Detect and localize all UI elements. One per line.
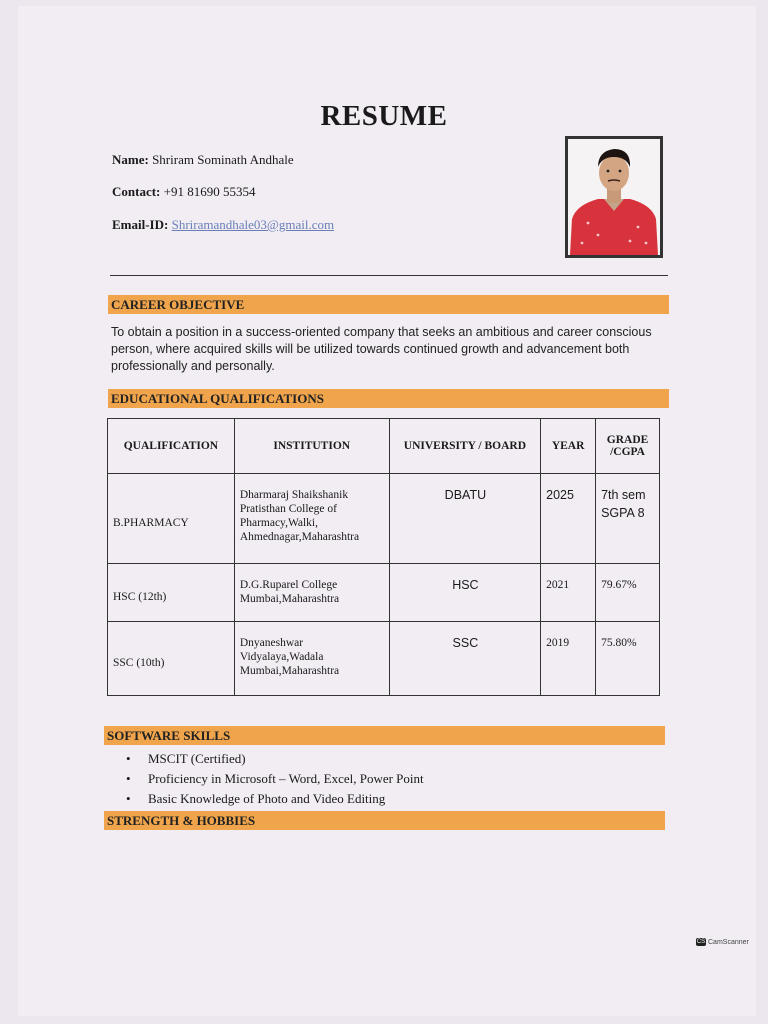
list-item: • Proficiency in Microsoft – Word, Excel, Power Point: [128, 769, 424, 789]
qualification-cell: HSC (12th): [108, 564, 235, 622]
name-line: [112, 152, 294, 168]
qualification-cell: SSC (10th): [108, 622, 235, 696]
email-label: Email-ID:: [112, 217, 169, 232]
board-cell: HSC: [389, 564, 541, 622]
list-item: • Basic Knowledge of Photo and Video Editing: [128, 789, 424, 809]
header-board: UNIVERSITY / BOARD: [389, 419, 541, 474]
contact-label: Contact:: [112, 184, 161, 199]
qualification-cell: B.PHARMACY: [108, 474, 235, 564]
institution-cell: Dharmaraj Shaikshanik Pratisthan College of Pharmacy,Walki, Ahmednagar,Maharashtra: [234, 474, 389, 564]
year-cell: 2025: [541, 474, 596, 564]
board-cell: DBATU: [389, 474, 541, 564]
table-header-row: [108, 419, 660, 474]
contact-line: [112, 184, 255, 200]
institution-cell: Dnyaneshwar Vidyalaya,Wadala Mumbai,Maharashtra: [234, 622, 389, 696]
grade-line-1: 7th sem: [601, 488, 646, 502]
header-grade: GRADE /CGPA: [596, 419, 660, 474]
list-item: • MSCIT (Certified): [128, 749, 424, 769]
skills-list: [128, 749, 424, 809]
header-qualification: QUALIFICATION: [108, 419, 235, 474]
camscanner-watermark: [696, 938, 749, 946]
profile-photo: [565, 136, 663, 258]
year-cell: 2019: [541, 622, 596, 696]
header-year: YEAR: [541, 419, 596, 474]
page-title: RESUME: [320, 100, 448, 132]
education-table: [107, 418, 660, 696]
table-row: [108, 564, 660, 622]
strength-hobbies-heading: STRENGTH & HOBBIES: [104, 811, 665, 830]
institution-cell: D.G.Ruparel College Mumbai,Maharashtra: [234, 564, 389, 622]
career-objective-heading: CAREER OBJECTIVE: [108, 295, 669, 314]
board-cell: SSC: [389, 622, 541, 696]
table-row: [108, 474, 660, 564]
contact-value: +91 81690 55354: [163, 184, 256, 199]
person-photo-icon: [568, 139, 660, 255]
grade-cell: [596, 474, 660, 564]
grade-line-2: SGPA 8: [601, 506, 645, 520]
table-row: [108, 622, 660, 696]
email-link[interactable]: Shriramandhale03@gmail.com: [171, 217, 335, 232]
header-institution: INSTITUTION: [234, 419, 389, 474]
objective-text: To obtain a position in a success-oriented company that seeks an ambitious and career conscious person, where acquired skills will be utilized towards continued growth and advancement both professionally and personally.: [111, 325, 652, 373]
divider-line: [110, 275, 668, 276]
watermark-text: CamScanner: [708, 938, 749, 946]
grade-cell: 75.80%: [596, 622, 660, 696]
grade-cell: 79.67%: [596, 564, 660, 622]
software-skills-heading: SOFTWARE SKILLS: [104, 726, 665, 745]
name-value: Shriram Sominath Andhale: [152, 152, 294, 167]
year-cell: 2021: [541, 564, 596, 622]
camscanner-icon: CS: [696, 939, 706, 945]
name-label: Name:: [112, 152, 149, 167]
education-heading: EDUCATIONAL QUALIFICATIONS: [108, 389, 669, 408]
email-line: [112, 217, 334, 233]
